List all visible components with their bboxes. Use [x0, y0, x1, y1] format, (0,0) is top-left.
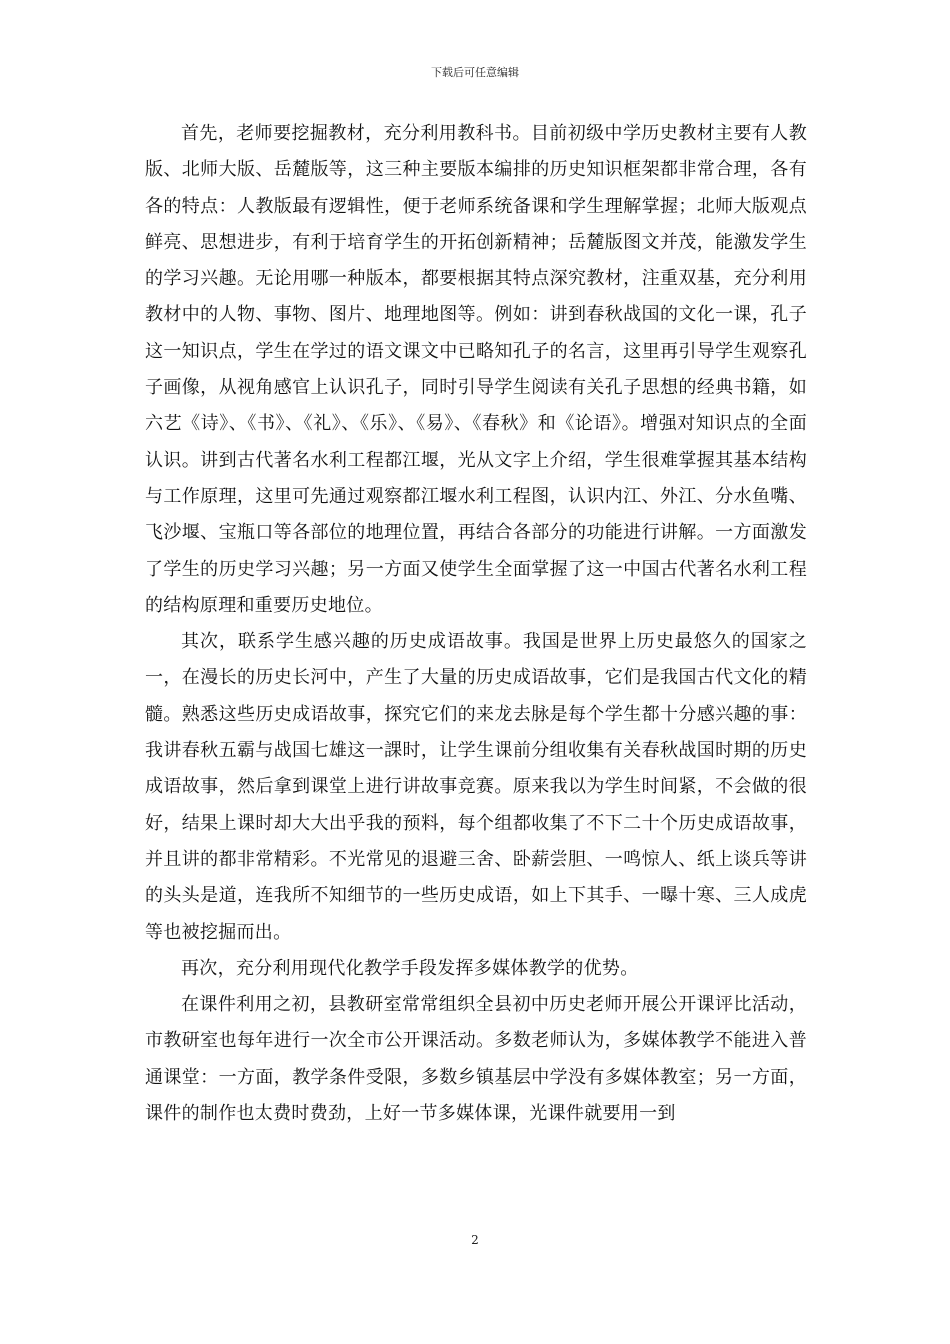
paragraph-courseware: 在课件利用之初，县教研室常常组织全县初中历史老师开展公开课评比活动，市教研室也每年进行一次全市公开课活动。多数老师认为，多媒体教学不能进入普通课堂：一方面，教学条件受限，多数乡镇基层中学没有多媒体教室；另一方面，课件的制作也太费时费劲，上好一节多媒体课，光课件就要用一到	[145, 994, 807, 1125]
document-body	[145, 116, 807, 1132]
paragraph-multimedia-heading: 再次，充分利用现代化教学手段发挥多媒体教学的优势。	[181, 957, 639, 979]
paragraph-idioms: 其次，联系学生感兴趣的历史成语故事。我国是世界上历史最悠久的国家之一，在漫长的历史长河中，产生了大量的历史成语故事，它们是我国古代文化的精髓。熟悉这些历史成语故事，探究它们的来龙去脉是每个学生都十分感兴趣的事：我讲春秋五霸与战国七雄这一課时，让学生课前分组收集有关春秋战国时期的历史成语故事，然后拿到课堂上进行讲故事竞赛。原来我以为学生时间紧，不会做的很好，结果上课时却大大出乎我的预料，每个组都收集了不下二十个历史成语故事，并且讲的都非常精彩。不光常见的退避三舍、卧薪尝胆、一鸣惊人、纸上谈兵等讲的头头是道，连我所不知细节的一些历史成语，如上下其手、一曝十寒、三人成虎等也被挖掘而出。	[145, 631, 807, 943]
page-header: 下载后可任意编辑	[431, 66, 519, 79]
page-number: 2	[471, 1233, 479, 1247]
paragraph-textbook: 首先，老师要挖掘教材，充分利用教科书。目前初级中学历史教材主要有人教版、北师大版、岳麓版等，这三种主要版本编排的历史知识框架都非常合理，各有各的特点：人教版最有逻辑性，便于老师系统备课和学生理解掌握；北师大版观点鲜亮、思想进步，有利于培育学生的开拓创新精神；岳麓版图文并茂，能激发学生的学习兴趣。无论用哪一种版本，都要根据其特点深究教材，注重双基，充分利用教材中的人物、事物、图片、地理地图等。例如：讲到春秋战国的文化一课，孔子这一知识点，学生在学过的语文课文中已略知孔子的名言，这里再引导学生观察孔子画像，从视角感官上认识孔子，同时引导学生阅读有关孔子思想的经典书籍，如六艺《诗》、《书》、《礼》、《乐》、《易》、《春秋》和《论语》。增强对知识点的全面认识。讲到古代著名水利工程都江堰，光从文字上介绍，学生很难掌握其基本结构与工作原理，这里可先通过观察都江堰水利工程图，认识内江、外江、分水鱼嘴、飞沙堰、宝瓶口等各部位的地理位置，再结合各部分的功能进行讲解。一方面激发了学生的历史学习兴趣；另一方面又使学生全面掌握了这一中国古代著名水利工程的结构原理和重要历史地位。	[145, 123, 807, 616]
